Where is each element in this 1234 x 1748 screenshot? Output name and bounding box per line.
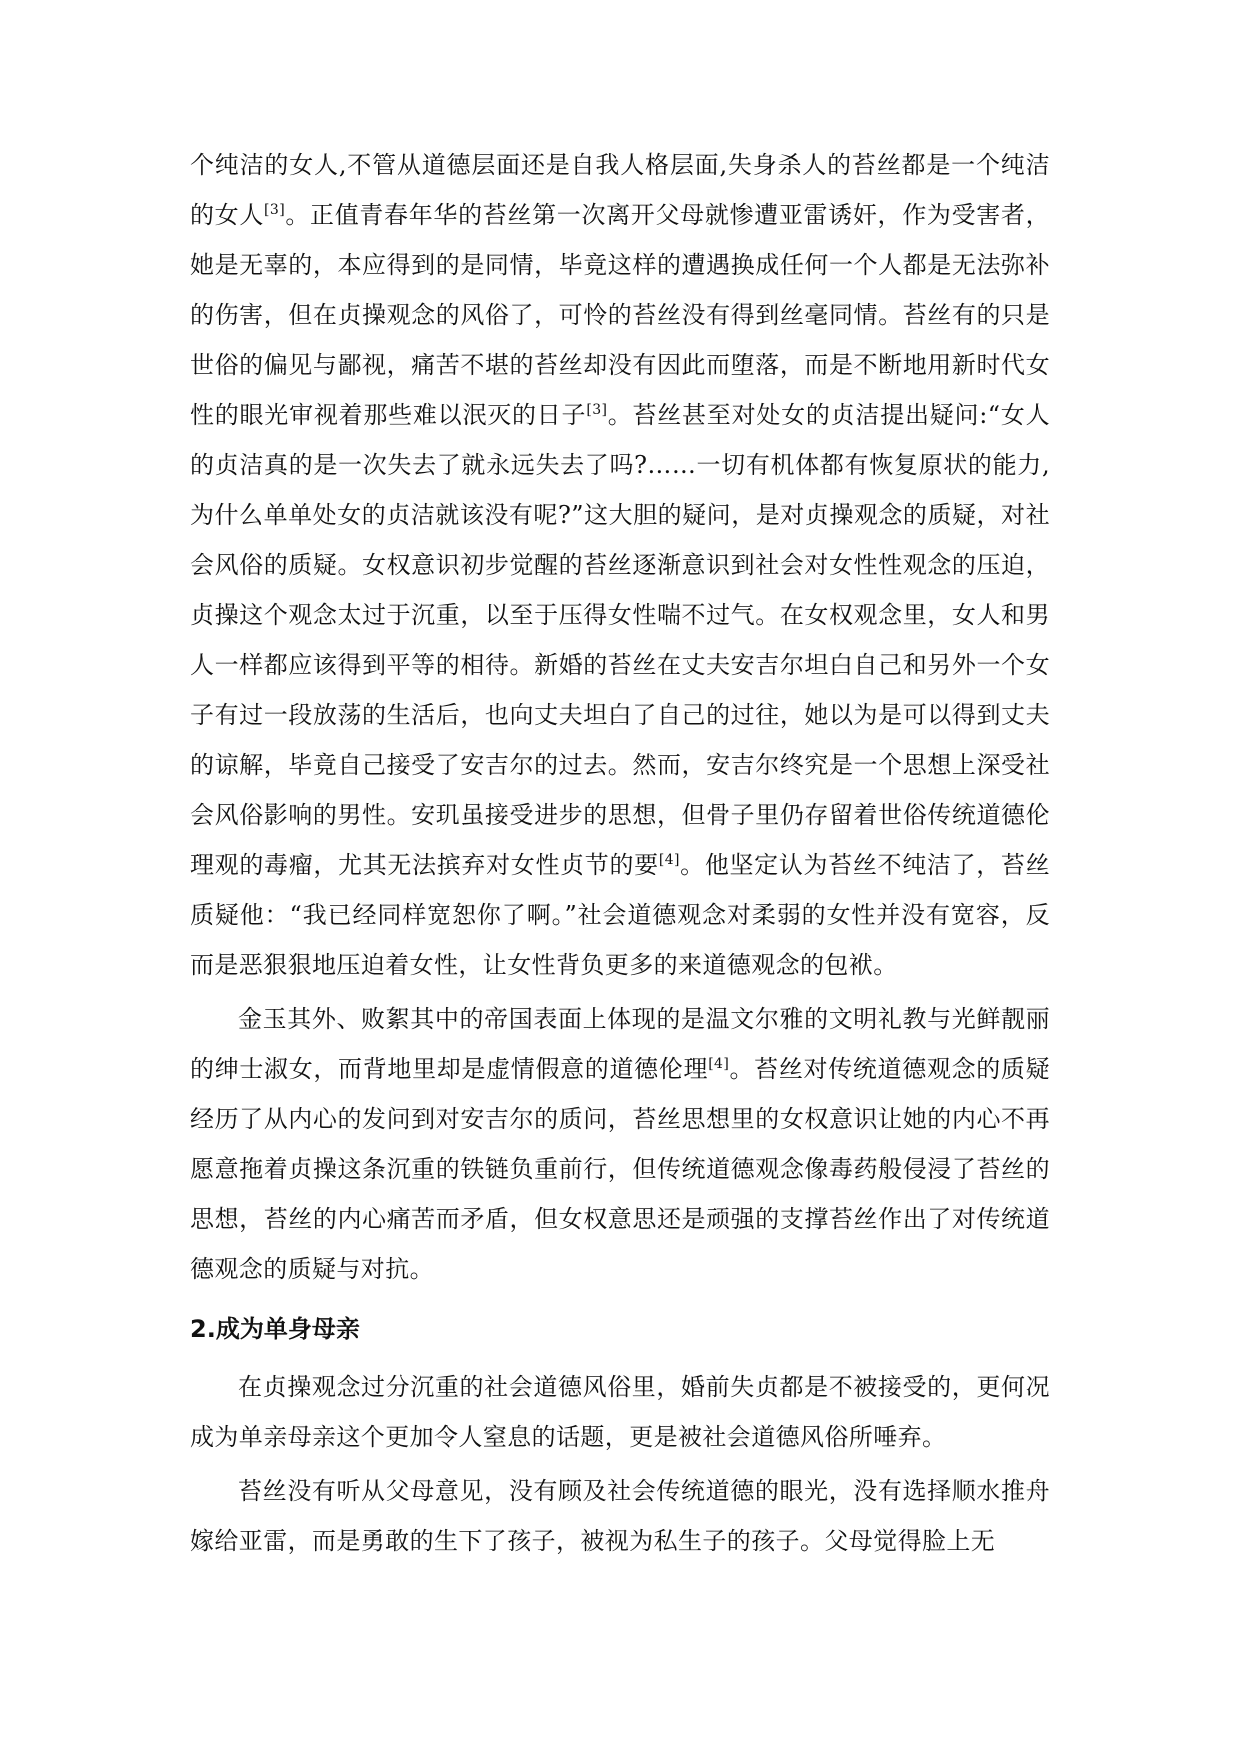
text-segment: 。他坚定认为苔丝不纯洁了，苔丝质疑他：“我已经同样宽恕你了啊。”社会道德观念对柔弱的女性并没有宽容，反而是恶狠狠地压迫着女性，让女性背负更多的来道德观念的包袱。 [190, 851, 1051, 979]
text-segment: 个纯洁的女人,不管从道德层面还是自我人格层面,失身杀人的苔丝都是一个纯洁的女人 [190, 151, 1050, 229]
paragraph-single-mother-intro: 在贞操观念过分沉重的社会道德风俗里，婚前失贞都是不被接受的，更何况成为单亲母亲这个更加令人窒息的话题，更是被社会道德风俗所唾弃。 [190, 1373, 1050, 1451]
text-segment: 金玉其外、败絮其中的帝国表面上体现的是温文尔雅的文明礼教与光鲜靓丽的绅士淑女，而背地里却是虚情假意的道德伦理 [190, 1005, 1050, 1083]
paragraph-empire [190, 994, 1050, 1294]
text-segment: 。苔丝对传统道德观念的质疑经历了从内心的发问到对安吉尔的质问，苔丝思想里的女权意识让她的内心不再愿意拖着贞操这条沉重的铁链负重前行，但传统道德观念像毒药般侵浸了苔丝的思想，苔丝的内心痛苦而矛盾，但女权意思还是顽强的支撑苔丝作出了对传统道德观念的质疑与对抗。 [190, 1055, 1050, 1283]
citation-ref: [3] [264, 202, 286, 218]
text-segment: 。正值青春年华的苔丝第一次离开父母就惨遭亚雷诱奸，作为受害者，她是无辜的，本应得到的是同情，毕竟这样的遭遇换成任何一个人都是无法弥补的伤害，但在贞操观念的风俗了，可怜的苔丝没有得到丝毫同情。苔丝有的只是世俗的偏见与鄙视，痛苦不堪的苔丝却没有因此而堕落，而是不断地用新时代女性的眼光审视着那些难以泯灭的日子 [190, 201, 1050, 429]
paragraph-purity [190, 140, 1050, 990]
section-heading: 2.成为单身母亲 [190, 1315, 360, 1343]
citation-ref: [4] [708, 1056, 730, 1072]
text-segment: 。苔丝甚至对处女的贞洁提出疑问:“女人的贞洁真的是一次失去了就永远失去了吗?……一切有机体都有恢复原状的能力,为什么单单处女的贞洁就该没有呢?”这大胆的疑问，是对贞操观念的质疑，对社会风俗的质疑。女权意识初步觉醒的苔丝逐渐意识到社会对女性性观念的压迫，贞操这个观念太过于沉重，以至于压得女性喘不过气。在女权观念里，女人和男人一样都应该得到平等的相待。新婚的苔丝在丈夫安吉尔坦白自己和另外一个女子有过一段放荡的生活后，也向丈夫坦白了自己的过往，她以为是可以得到丈夫的谅解，毕竟自己接受了安吉尔的过去。然而，安吉尔终究是一个思想上深受社会风俗影响的男性。安玑虽接受进步的思想，但骨子里仍存留着世俗传统道德伦理观的毒瘤，尤其无法摈弃对女性贞节的要 [190, 401, 1050, 879]
citation-ref: [3] [586, 402, 608, 418]
paragraph-tess-choice: 苔丝没有听从父母意见，没有顾及社会传统道德的眼光，没有选择顺水推舟嫁给亚雷，而是勇敢的生下了孩子，被视为私生子的孩子。父母觉得脸上无 [190, 1477, 1050, 1555]
body-text [190, 140, 1050, 1566]
citation-ref: [4] [658, 852, 680, 868]
